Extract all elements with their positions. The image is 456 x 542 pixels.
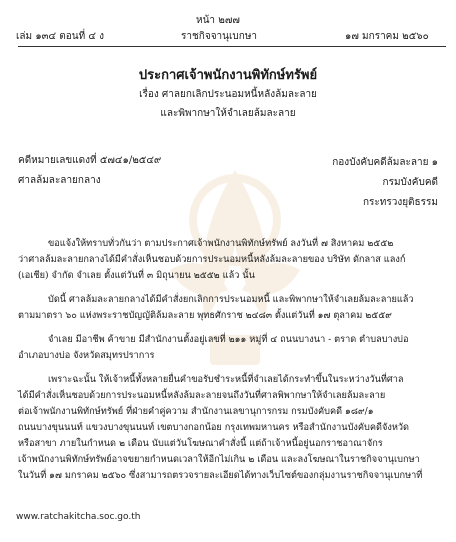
paragraph-4-line-4: ถนนบางขุนนนท์ แขวงบางขุนนนท์ เขตบางกอกน้อย กรุงเทพมหานคร หรือสำนักงานบังคับคดีจังหวัด <box>18 422 410 433</box>
header-rule <box>18 46 446 47</box>
paragraph-4-line-3: ต่อเจ้าพนักงานพิทักษ์ทรัพย์ ที่ฝ่ายคำคู่ความ สำนักงานเลขานุการกรม กรมบังคับคดี ๑๘๙/๑ <box>18 406 374 417</box>
paragraph-2-line-2: ตามมาตรา ๖๐ แห่งพระราชบัญญัติล้มละลาย พุทธศักราช ๒๔๘๓ ตั้งแต่วันที่ ๑๗ ตุลาคม ๒๕๕๙ <box>18 310 392 321</box>
paragraph-2-line-1: บัดนี้ ศาลล้มละลายกลางได้มีคำสั่งยกเลิกการประนอมหนี้ และพิพากษาให้จำเลยล้มละลายแล้ว <box>48 294 414 305</box>
division-name: กองบังคับคดีล้มละลาย ๑ <box>332 157 438 168</box>
subject-line-1: เรื่อง ศาลยกเลิกประนอมหนี้หลังล้มละลาย <box>139 89 317 100</box>
paragraph-3-line-1: จำเลย มีอาชีพ ค้าขาย มีสำนักงานตั้งอยู่เลขที่ ๒๑๑ หมู่ที่ ๔ ถนนบางนา - ตราด ตำบลบางบ่อ <box>48 334 409 345</box>
ministry-name: กระทรวงยุติธรรม <box>362 197 438 208</box>
publication-date: ๑๗ มกราคม ๒๕๖๐ <box>345 31 429 42</box>
department-name: กรมบังคับคดี <box>382 177 438 188</box>
case-number: คดีหมายเลขแดงที่ ๕๗๔๑/๒๕๔๙ <box>18 155 162 166</box>
publication-name: ราชกิจจานุเบกษา <box>181 31 258 42</box>
court-name: ศาลล้มละลายกลาง <box>18 175 101 186</box>
footer-url[interactable]: www.ratchakitcha.soc.go.th <box>16 512 141 522</box>
paragraph-1-line-3: (เอเชีย) จำกัด จำเลย ตั้งแต่วันที่ ๓ มิถุนายน ๒๕๕๒ แล้ว นั้น <box>18 270 255 281</box>
paragraph-3-line-2: อำเภอบางบ่อ จังหวัดสมุทรปราการ <box>18 350 155 361</box>
paragraph-1-line-1: ขอแจ้งให้ทราบทั่วกันว่า ตามประกาศเจ้าพนักงานพิทักษ์ทรัพย์ ลงวันที่ ๗ สิงหาคม ๒๕๕๒ <box>48 238 394 249</box>
paragraph-4-line-1: เพราะฉะนั้น ให้เจ้าหนี้ทั้งหลายยื่นคำขอรับชำระหนี้ที่จำเลยได้กระทำขึ้นในระหว่างวันที่ศาล <box>48 374 404 385</box>
page-number: หน้า ๒๗๗ <box>196 15 240 26</box>
paragraph-4-line-2: ได้มีคำสั่งเห็นชอบด้วยการประนอมหนี้หลังล้มละลายจนถึงวันที่ศาลพิพากษาให้จำเลยล้มละลาย <box>18 390 386 401</box>
paragraph-4-line-6: เจ้าพนักงานพิทักษ์ทรัพย์อาจขยายกำหนดเวลาให้อีกไม่เกิน ๒ เดือน และลงโฆษณาในราชกิจจานุเบกษา <box>18 454 420 465</box>
subject-line-2: และพิพากษาให้จำเลยล้มละลาย <box>160 108 296 119</box>
paragraph-4-line-5: หรือสาขา ภายในกำหนด ๒ เดือน นับแต่วันโฆษณาคำสั่งนี้ แต่ถ้าเจ้าหนี้อยู่นอกราชอาณาจักร <box>18 438 383 449</box>
announcement-title: ประกาศเจ้าพนักงานพิทักษ์ทรัพย์ <box>138 68 318 83</box>
volume-issue: เล่ม ๑๓๔ ตอนที่ ๔ ง <box>16 31 104 42</box>
paragraph-1-line-2: ว่าศาลล้มละลายกลางได้มีคำสั่งเห็นชอบด้วยการประนอมหนี้หลังล้มละลายของ บริษัท ดักลาส แลงก์ <box>18 254 406 265</box>
paragraph-4-line-7: ในวันที่ ๑๗ มกราคม ๒๕๖๐ ซึ่งสามารถตรวจรายละเอียดได้ทางเว็บไซต์ของกลุ่มงานราชกิจจานุเบกษาที่ <box>18 470 423 481</box>
